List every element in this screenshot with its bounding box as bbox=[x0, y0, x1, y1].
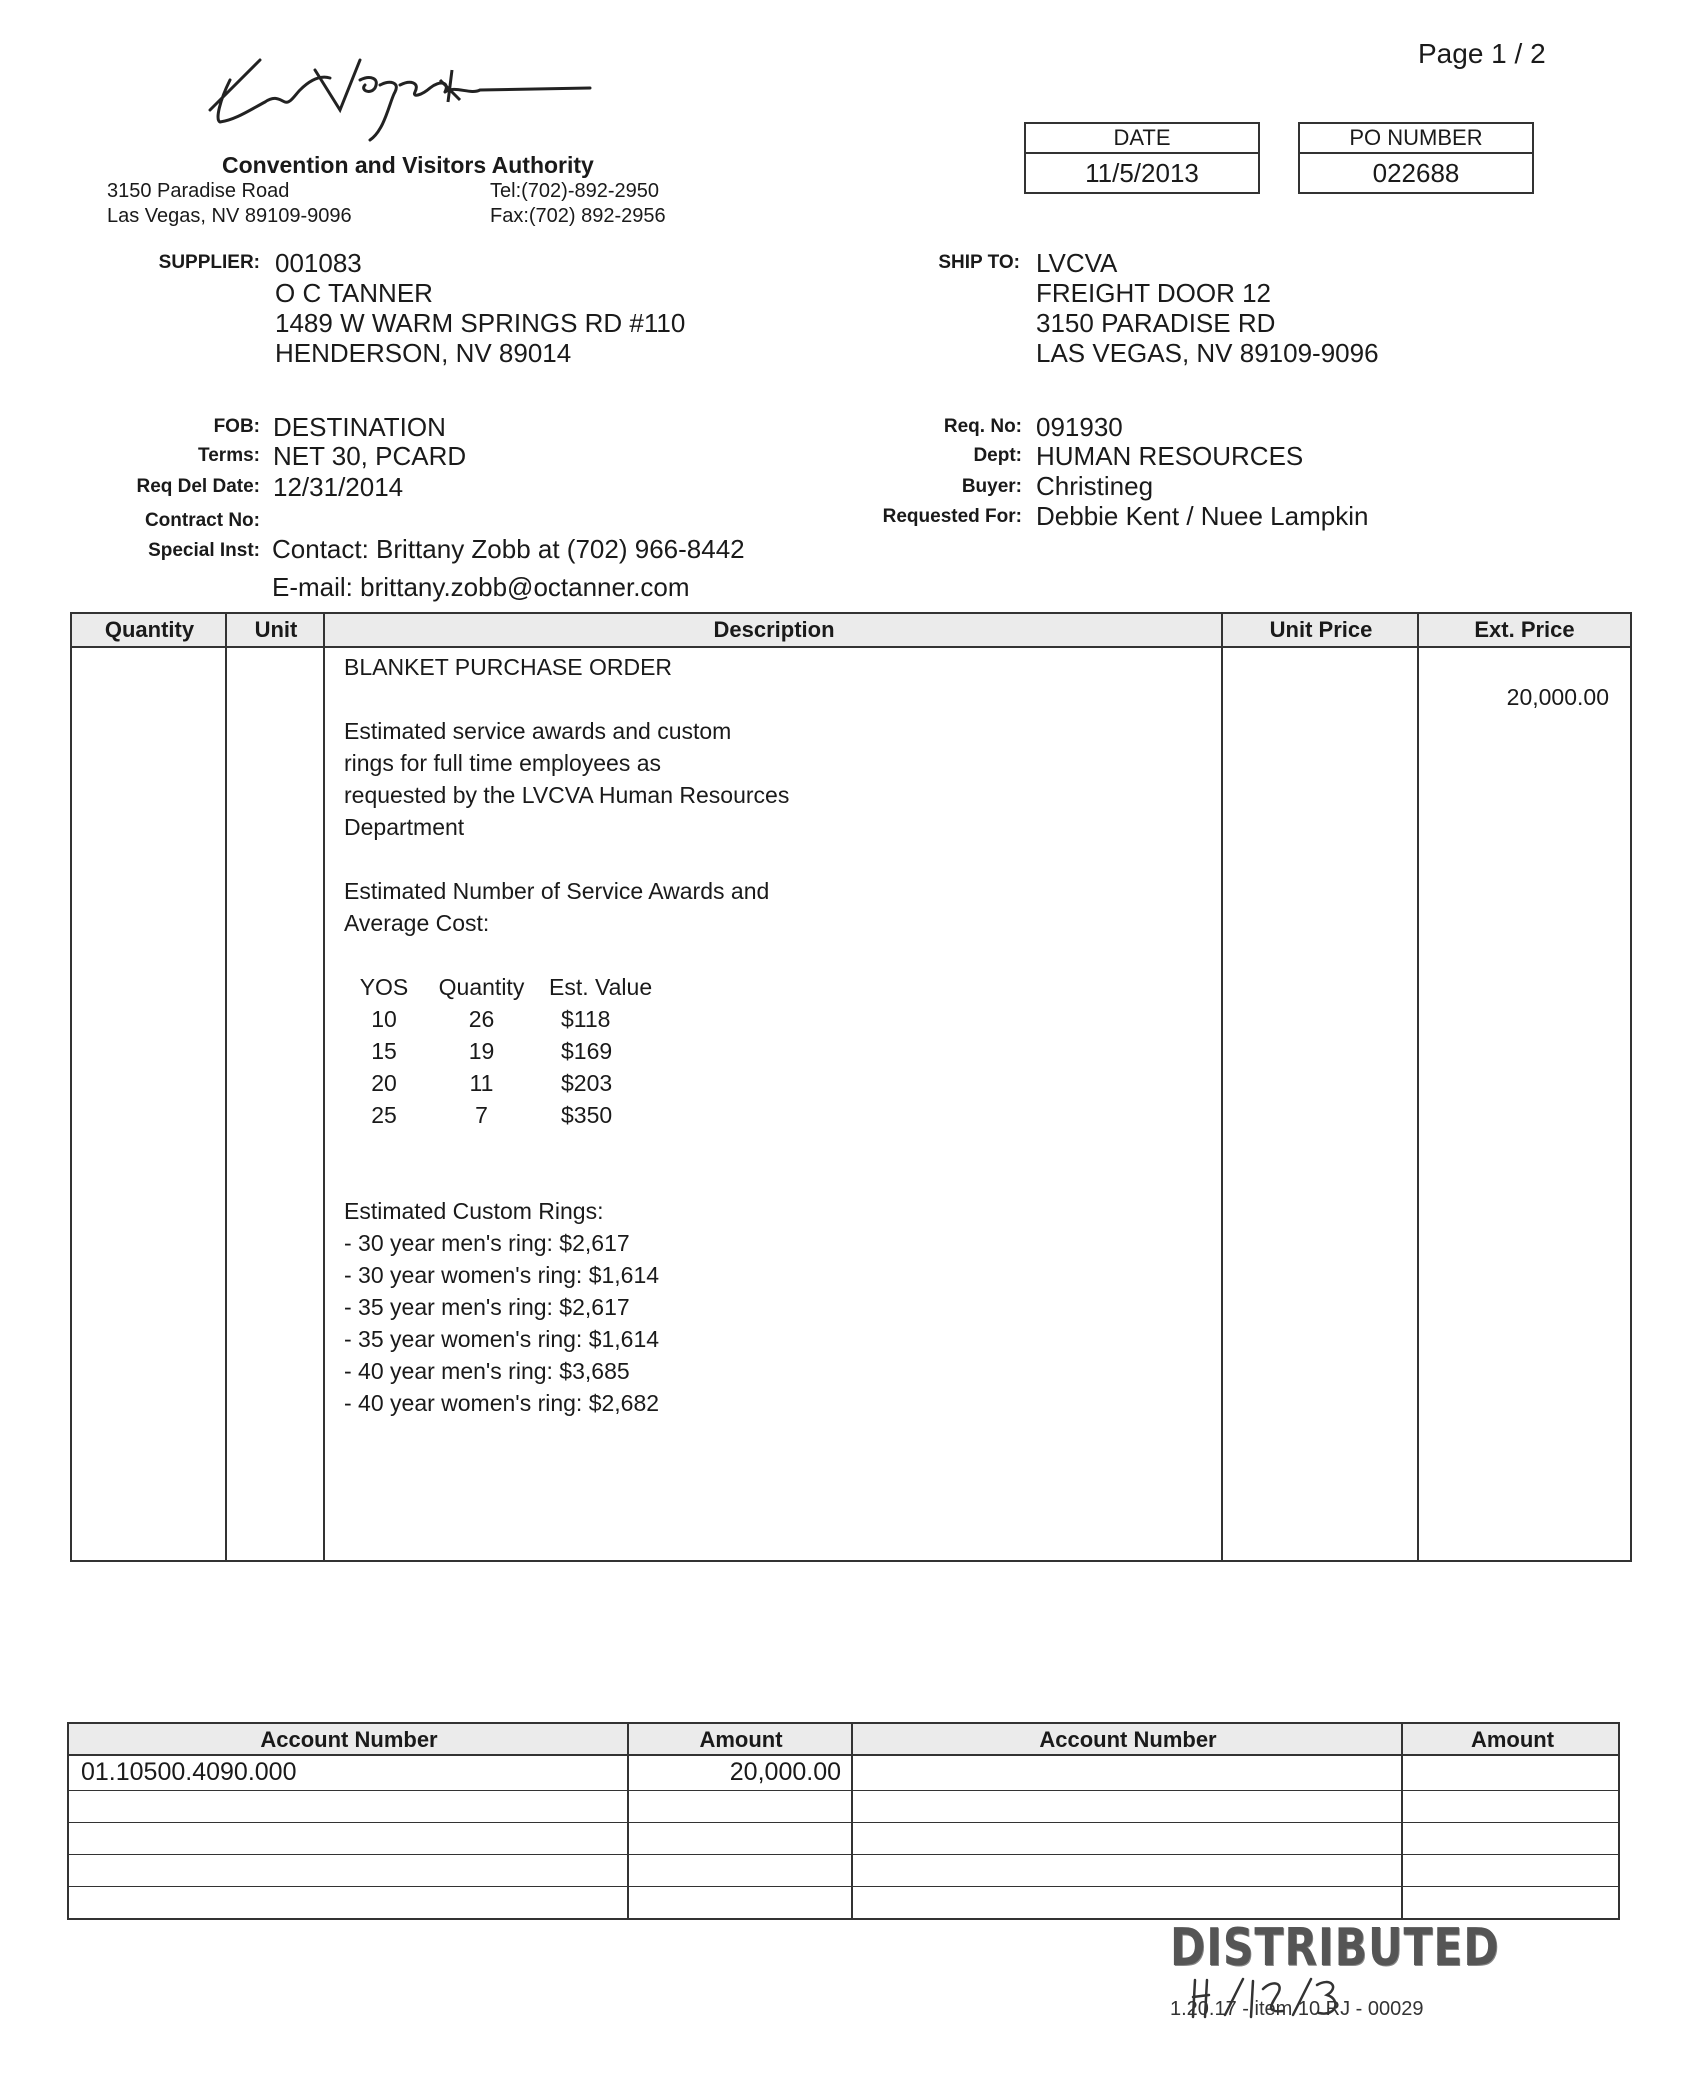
organization-fax: Fax:(702) 892-2956 bbox=[490, 205, 666, 227]
dept-label: Dept: bbox=[973, 445, 1022, 466]
account-number-cell: 01.10500.4090.000 bbox=[81, 1758, 297, 1786]
amount-header-2: Amount bbox=[1470, 1727, 1555, 1752]
buyer-value: Christineg bbox=[1036, 471, 1154, 501]
contract-no-label: Contract No: bbox=[144, 510, 260, 531]
ship-to-line: LAS VEGAS, NV 89109-9096 bbox=[1036, 338, 1379, 368]
req-no-label: Req. No: bbox=[943, 416, 1022, 437]
dept-value: HUMAN RESOURCES bbox=[1036, 441, 1304, 471]
amount-header: Amount bbox=[699, 1727, 783, 1752]
description-paragraph-line: Estimated Number of Service Awards and bbox=[344, 878, 770, 904]
date-value: 11/5/2013 bbox=[1085, 158, 1199, 188]
awards-header-cell: Quantity bbox=[438, 974, 525, 1000]
requested-for-value: Debbie Kent / Nuee Lampkin bbox=[1036, 501, 1369, 531]
special-inst-line2: E-mail: brittany.zobb@octanner.com bbox=[272, 572, 690, 602]
description-paragraph-line: requested by the LVCVA Human Resources bbox=[344, 782, 790, 808]
supplier-line: O C TANNER bbox=[275, 278, 433, 308]
line-items-table bbox=[70, 612, 1632, 1562]
awards-row bbox=[344, 1003, 1204, 1035]
awards-row bbox=[344, 1035, 1204, 1067]
special-inst-line1: Contact: Brittany Zobb at (702) 966-8442 bbox=[272, 534, 745, 564]
description-paragraph-line: Average Cost: bbox=[344, 910, 490, 936]
awards-cell: 20 bbox=[371, 1070, 397, 1096]
awards-cell: 11 bbox=[469, 1070, 494, 1096]
supplier-line: HENDERSON, NV 89014 bbox=[275, 338, 572, 368]
awards-cell: $350 bbox=[561, 1102, 613, 1128]
account-number-header-2: Account Number bbox=[1039, 1727, 1217, 1752]
req-del-date-label: Req Del Date: bbox=[136, 476, 260, 497]
page-number: Page 1 / 2 bbox=[1418, 38, 1546, 69]
awards-cell: 10 bbox=[371, 1006, 397, 1032]
organization-address-line1: 3150 Paradise Road bbox=[107, 180, 290, 202]
ship-to-line: LVCVA bbox=[1036, 248, 1118, 278]
description-paragraph-line: Estimated service awards and custom bbox=[344, 718, 732, 744]
ring-line: - 35 year women's ring: $1,614 bbox=[344, 1326, 660, 1352]
awards-header-cell: YOS bbox=[359, 974, 409, 1000]
unit-price-header: Unit Price bbox=[1269, 617, 1373, 642]
account-row-divider bbox=[69, 1886, 1618, 1887]
po-number-box bbox=[1298, 122, 1534, 194]
ring-line: - 35 year men's ring: $2,617 bbox=[344, 1294, 630, 1320]
fob-value: DESTINATION bbox=[273, 412, 446, 442]
ship-to-line: 3150 PARADISE RD bbox=[1036, 308, 1276, 338]
terms-value: NET 30, PCARD bbox=[273, 441, 467, 471]
po-number-value: 022688 bbox=[1372, 158, 1460, 188]
supplier-block bbox=[275, 248, 685, 368]
req-del-date-value: 12/31/2014 bbox=[273, 472, 404, 502]
organization-address-line2: Las Vegas, NV 89109-9096 bbox=[107, 205, 352, 227]
ship-to-label: SHIP TO: bbox=[938, 252, 1020, 273]
organization-name: Convention and Visitors Authority bbox=[222, 152, 594, 178]
document-reference: 1.20.17 - item 10 RJ - 00029 bbox=[1170, 1998, 1424, 2020]
requested-for-label: Requested For: bbox=[882, 506, 1022, 527]
ring-line: - 40 year women's ring: $2,682 bbox=[344, 1390, 660, 1416]
organization-telephone: Tel:(702)-892-2950 bbox=[490, 180, 659, 202]
account-number-header: Account Number bbox=[260, 1727, 438, 1752]
quantity-column bbox=[72, 614, 227, 1560]
awards-row bbox=[344, 1099, 1204, 1131]
awards-header-row bbox=[344, 971, 1204, 1003]
awards-cell: 15 bbox=[371, 1038, 397, 1064]
unit-header: Unit bbox=[254, 617, 298, 642]
unit-column bbox=[227, 614, 325, 1560]
description-paragraph-line: Department bbox=[344, 814, 465, 840]
req-no-value: 091930 bbox=[1036, 412, 1123, 442]
awards-cell: $203 bbox=[561, 1070, 613, 1096]
awards-cell: 25 bbox=[371, 1102, 397, 1128]
fob-label: FOB: bbox=[213, 416, 260, 437]
las-vegas-logo bbox=[190, 40, 610, 150]
ext-price-header: Ext. Price bbox=[1474, 617, 1575, 642]
awards-cell: 7 bbox=[475, 1102, 488, 1128]
description-header: Description bbox=[713, 617, 835, 642]
ext-price-value: 20,000.00 bbox=[1506, 684, 1609, 710]
account-row-divider bbox=[69, 1790, 1618, 1791]
ship-to-line: FREIGHT DOOR 12 bbox=[1036, 278, 1272, 308]
ship-to-block bbox=[1036, 248, 1379, 368]
buyer-label: Buyer: bbox=[961, 476, 1022, 497]
amount-cell: 20,000.00 bbox=[729, 1758, 841, 1786]
account-row-divider bbox=[69, 1822, 1618, 1823]
distributed-stamp: DISTRIBUTED bbox=[1170, 1918, 1500, 1978]
awards-row bbox=[344, 1067, 1204, 1099]
awards-cell: 19 bbox=[468, 1038, 495, 1064]
rings-title: Estimated Custom Rings: bbox=[344, 1198, 604, 1224]
po-number-label: PO NUMBER bbox=[1300, 124, 1532, 154]
description-title: BLANKET PURCHASE ORDER bbox=[344, 654, 673, 680]
awards-cell: $169 bbox=[561, 1038, 613, 1064]
terms-label: Terms: bbox=[198, 445, 260, 466]
account-table bbox=[67, 1722, 1620, 1920]
supplier-line: 1489 W WARM SPRINGS RD #110 bbox=[275, 308, 686, 338]
quantity-header: Quantity bbox=[104, 617, 195, 642]
description-body bbox=[344, 651, 1204, 1419]
supplier-label: SUPPLIER: bbox=[158, 252, 260, 273]
special-inst-label: Special Inst: bbox=[148, 540, 260, 561]
supplier-line: 001083 bbox=[275, 248, 362, 278]
date-box bbox=[1024, 122, 1260, 194]
description-paragraph-line: rings for full time employees as bbox=[344, 750, 662, 776]
awards-header-cell: Est. Value bbox=[549, 974, 653, 1000]
ring-line: - 30 year men's ring: $2,617 bbox=[344, 1230, 630, 1256]
awards-cell: 26 bbox=[468, 1006, 495, 1032]
date-label: DATE bbox=[1026, 124, 1258, 154]
account-row-divider bbox=[69, 1854, 1618, 1855]
ring-line: - 30 year women's ring: $1,614 bbox=[344, 1262, 660, 1288]
awards-cell: $118 bbox=[561, 1006, 611, 1032]
unit-price-column bbox=[1223, 614, 1419, 1560]
ring-line: - 40 year men's ring: $3,685 bbox=[344, 1358, 630, 1384]
